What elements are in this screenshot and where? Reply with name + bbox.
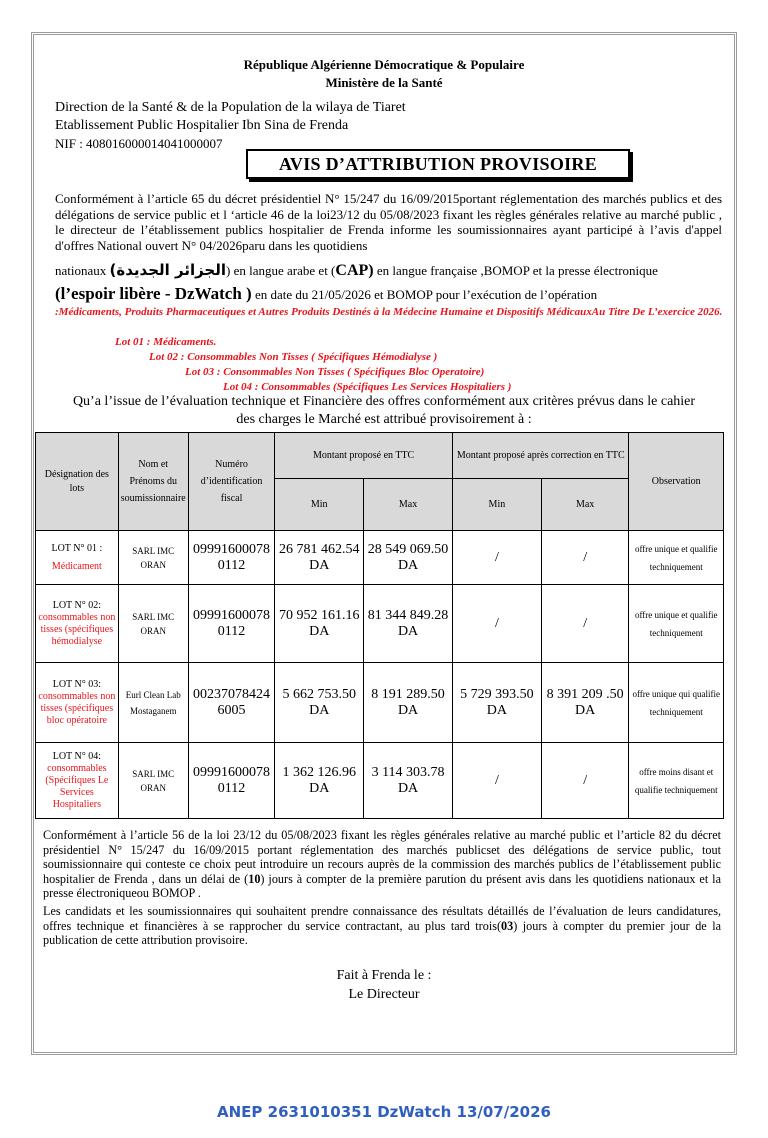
nif-cell: 099916000780112 (188, 531, 275, 585)
observation-cell: offre moins disant et qualifie techniquement (629, 743, 724, 819)
lot-desc: consommables (Spécifiques Le Services Hospitaliers (45, 762, 109, 810)
observation-cell: offre unique et qualifie techniquement (629, 531, 724, 585)
arabic-newspaper: (الجزائر الجديدة (109, 261, 227, 279)
lot-desc: consommables non tisses (spécifiques hémodialyse (38, 611, 116, 647)
soumissionnaire-cell: Eurl Clean Lab Mostaganem (118, 663, 188, 743)
lot-02-line: Lot 02 : Consommables Non Tisses ( Spécifiques Hémodialyse ) (149, 351, 438, 363)
consultation-text-a: Les candidats et les soumissionnaires qui souhaitent prendre connaissance des résultats détaillés de l’évaluation de leurs candidatures, offres technique et financières à se rapprocher du service contractant, au plus tard trois( (43, 904, 721, 933)
min-cell: 5 662 753.50 DA (275, 663, 364, 743)
header-designation: Désignation des lots (36, 433, 119, 531)
soumissionnaire-cell: SARL IMC ORAN (118, 585, 188, 663)
intro-nationaux: nationaux (55, 263, 107, 278)
corrected-max-cell: / (541, 743, 629, 819)
max-cell: 28 549 069.50 DA (364, 531, 453, 585)
table-row (36, 585, 724, 663)
observation-cell: offre unique qui qualifie techniquement (629, 663, 724, 743)
ministry-header: Ministère de la Santé (325, 75, 443, 90)
recourse-days: 10 (248, 871, 261, 886)
lot-03-line: Lot 03 : Consommables Non Tisses ( Spécifiques Bloc Operatoire) (185, 366, 485, 378)
nif-cell: 002370784246005 (188, 663, 275, 743)
observation-cell: offre unique et qualifie techniquement (629, 585, 724, 663)
signature-place: Fait à Frenda le : (336, 968, 432, 983)
min-cell: 70 952 161.16 DA (275, 585, 364, 663)
soumissionnaire-cell: SARL IMC ORAN (118, 743, 188, 819)
issue-line-1: Qu’a l’issue de l’évaluation technique et Financière des offres conformément aux critères prévus dans le cahier (72, 394, 696, 409)
nif-cell: 099916000780112 (188, 743, 275, 819)
lot-label: LOT N° 04: (52, 750, 101, 762)
intro-text-1: Conformément à l’article 65 du décret présidentiel N° 15/247 du 16/09/2015portant réglementation des marchés publics et des délégations de service public et l ‘article 46 de la loi23/12 du 05/08/2023 fixant les règles générales relative au marché public , le directeur de l’établissement publics hospitalier de Frenda informe les soumissionnaires ayant participé à l’avis d'appel d'offres National ouvert N° 04/2026paru dans les quotidiens (55, 191, 722, 253)
signature-role: Le Directeur (348, 987, 420, 1002)
lot-cell (36, 743, 119, 819)
table-row (36, 663, 724, 743)
attribution-table (35, 432, 724, 819)
corrected-max-cell: / (541, 585, 629, 663)
header-nom: Nom et Prénoms du soumissionnaire (118, 433, 188, 531)
header-min: Min (275, 479, 364, 531)
consultation-text-b: ) jours à compter du premier jour de la publication de cette attribution provisoire. (43, 918, 721, 948)
header-max: Max (364, 479, 453, 531)
header-min-corrected: Min (452, 479, 541, 531)
corrected-max-cell: 8 391 209 .50 DA (541, 663, 629, 743)
consultation-days: 03 (501, 918, 514, 933)
lot-desc: consommables non tisses (spécifiques bloc opératoire (38, 690, 116, 726)
direction-line: Direction de la Santé & de la Population de la wilaya de Tiaret (55, 100, 406, 115)
lot-cell (36, 585, 119, 663)
lot-cell (36, 663, 119, 743)
corrected-min-cell: / (452, 531, 541, 585)
table-row (36, 743, 724, 819)
espoir-newspaper: (l’espoir libère - DzWatch ) (55, 284, 252, 303)
table-row (36, 531, 724, 585)
corrected-min-cell: / (452, 585, 541, 663)
lot-cell (36, 531, 119, 585)
cap-newspaper: CAP) (335, 262, 374, 279)
intro-espoir-line (55, 283, 722, 306)
anep-footer: ANEP 2631010351 DzWatch 13/07/2026 (217, 1103, 551, 1121)
intro-text-2: ) en langue arabe et ( (226, 263, 336, 278)
intro-text-4: en date du 21/05/2026 et BOMOP pour l’exécution de l’opération (251, 287, 598, 302)
recourse-text-b: ) jours à compter de la première parution du présent avis dans les quotidiens nationaux et la presse électroniqueou BOMOP . (43, 871, 721, 901)
header-max-corrected: Max (541, 479, 629, 531)
issue-line-2: des charges le Marché est attribué provisoirement à : (236, 412, 532, 427)
corrected-min-cell: 5 729 393.50 DA (452, 663, 541, 743)
nif-cell: 099916000780112 (188, 585, 275, 663)
intro-paragraph (55, 191, 722, 253)
consultation-paragraph (43, 904, 721, 948)
max-cell: 8 191 289.50 DA (364, 663, 453, 743)
max-cell: 81 344 849.28 DA (364, 585, 453, 663)
header-montant-correction: Montant proposé après correction en TTC (452, 433, 629, 479)
lot-04-line: Lot 04 : Consommables (Spécifiques Les Services Hospitaliers ) (223, 381, 512, 393)
min-cell: 26 781 462.54 DA (275, 531, 364, 585)
intro-newspapers-line (55, 259, 722, 282)
header-nif: Numéro d’identification fiscal (188, 433, 275, 531)
lot-label: LOT N° 01 : (51, 542, 103, 554)
notice-title: AVIS D’ATTRIBUTION PROVISOIRE (246, 149, 630, 179)
operation-title: :Médicaments, Produits Pharmaceutiques et Autres Produits Destinés à la Médecine Humaine et Dispositifs MédicauxAu Titre De L’exercice 2026. (55, 306, 723, 318)
soumissionnaire-cell: SARL IMC ORAN (118, 531, 188, 585)
intro-text-3: en langue française ,BOMOP et la presse électronique (373, 263, 658, 278)
recourse-text-a: Conformément à l’article 56 de la loi 23/12 du 05/08/2023 fixant les règles générales relative au marché public et l’article 82 du décret présidentiel N° 15/247 du 16/09/2015 portant réglementation des marchés publicset des délégations de service public, tout soumissionnaire qui conteste ce choix peut introduire un recours auprès de la commission des marchés publics de l’établissement public hospitalier de Frenda , dans un délai de ( (43, 828, 721, 886)
corrected-min-cell: / (452, 743, 541, 819)
lot-label: LOT N° 03: (52, 678, 101, 690)
nif-line: NIF : 408016000014041000007 (55, 136, 223, 151)
republic-header: République Algérienne Démocratique & Populaire (243, 57, 525, 72)
establishment-line: Etablissement Public Hospitalier Ibn Sina de Frenda (55, 118, 349, 133)
corrected-max-cell: / (541, 531, 629, 585)
lot-01-line: Lot 01 : Médicaments. (115, 336, 217, 348)
min-cell: 1 362 126.96 DA (275, 743, 364, 819)
lot-desc: Médicament (51, 560, 102, 572)
header-observation: Observation (629, 433, 724, 531)
lot-label: LOT N° 02: (52, 599, 101, 611)
header-montant: Montant proposé en TTC (275, 433, 453, 479)
max-cell: 3 114 303.78 DA (364, 743, 453, 819)
recourse-paragraph (43, 828, 721, 901)
